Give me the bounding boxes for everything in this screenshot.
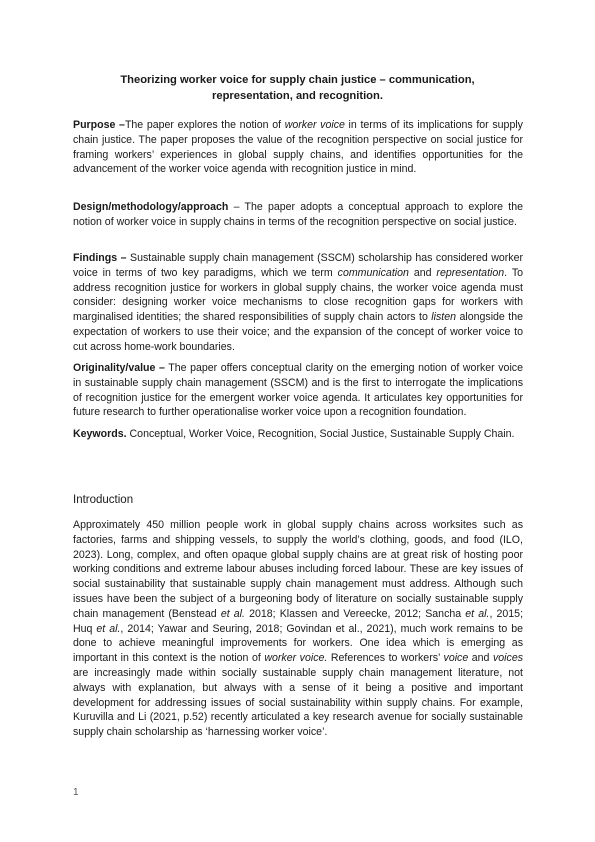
introduction-heading: Introduction: [73, 494, 134, 506]
findings-label: Findings –: [73, 252, 127, 264]
intro-voice: voice: [443, 652, 469, 665]
keywords-label: Keywords.: [73, 428, 127, 440]
intro-text-4: , 2014; Yawar and Seuring, 2018; Govindan et al., 2021), much work remains to be done to achieve meaningful improvements for workers. One idea which is emerging as important in this context is the notion of: [73, 622, 523, 665]
intro-worker-voice: worker voice.: [264, 652, 328, 665]
paper-title: [90, 72, 505, 104]
abstract-originality: [73, 361, 523, 420]
intro-et-al-1: et al.: [220, 607, 245, 620]
findings-emphasis-communication: communication: [337, 266, 409, 279]
intro-voices: voices: [492, 652, 524, 665]
findings-text-end: alongside the expectation of workers to use their voice; and the expansion of the concept of worker voice to cut across home-work boundaries.: [73, 311, 523, 353]
purpose-text-cont: in terms of its implications for supply chain justice. The paper proposes the value of the recognition perspective on social justice for framing workers’ experiences in global supply chains, and identifies opportunities for the advancement of the worker voice agenda with recognition justice in mind.: [73, 119, 523, 176]
page-number: 1: [73, 787, 79, 798]
intro-text-6: and: [468, 652, 493, 665]
findings-text-cont: . To address recognition justice for workers in global supply chains, the worker voice agenda must consider: designing worker voice mechanisms to close recognition gaps for workers with marginalised identities; the shared responsibilities of supply chain actors to: [73, 266, 524, 324]
keywords-text: Conceptual, Worker Voice, Recognition, Social Justice, Sustainable Supply Chain.: [126, 428, 515, 440]
abstract-findings: [73, 251, 523, 355]
abstract-purpose: [73, 118, 523, 177]
intro-text-5: References to workers’: [327, 652, 444, 665]
findings-text-and: and: [408, 266, 437, 279]
purpose-emphasis: worker voice: [284, 119, 345, 131]
findings-text: Sustainable supply chain management (SSCM) scholarship has considered worker voice in terms of two key paradigms, which we term: [73, 252, 523, 279]
purpose-label: Purpose –: [73, 119, 125, 131]
intro-text-2: 2018; Klassen and Vereecke, 2012; Sancha: [244, 607, 466, 620]
paper-title-line-1: Theorizing worker voice for supply chain justice – communication,: [120, 74, 475, 86]
intro-text-1: Approximately 450 million people work in global supply chains across worksites such as factories, farms and shipping vessels, to supply the world’s clothing, goods, and food (ILO, 2023). Long, complex, and often opaque global supply chains are at great risk of hosting poor working conditions and extreme labour abuses including forced labour. These are key issues of social sustainability that sustainable supply chain management must address. Although such issues have been the subject of a burgeoning body of literature on socially sustainable supply chain management (Benstead: [73, 519, 523, 620]
findings-emphasis-representation: representation: [436, 266, 505, 279]
intro-text-7: are increasingly made within socially sustainable supply chain management literature, not always with explanation, but always with a sense of it being a positive and important development for addressing issues of social sustainability within supply chains. For example, Kuruvilla and Li (2021, p.52) recently articulated a key research avenue for socially sustainable supply chain scholarship as ‘harnessing worker voice’.: [73, 666, 523, 739]
design-text: – The paper adopts a conceptual approach to explore the notion of worker voice in supply chains in terms of the recognition perspective on social justice.: [73, 201, 523, 228]
abstract-design: [73, 200, 523, 230]
purpose-text: The paper explores the notion of: [124, 119, 285, 131]
intro-et-al-3: et al.: [96, 622, 121, 635]
design-label: Design/methodology/approach: [73, 201, 229, 213]
findings-emphasis-listen: listen: [431, 311, 457, 324]
intro-et-al-2: et al.: [465, 607, 490, 620]
originality-text: The paper offers conceptual clarity on the emerging notion of worker voice in sustainable supply chain management (SSCM) and is the first to interrogate the implications of recognition justice for the emergent worker voice agenda. It articulates key opportunities for future research to further operationalise worker voice upon a recognition foundation.: [73, 362, 523, 419]
paper-title-line-2: representation, and recognition.: [212, 90, 383, 102]
intro-text-3: , 2015; Huq: [73, 607, 524, 635]
abstract-keywords: [73, 427, 523, 442]
introduction-paragraph: [73, 518, 523, 740]
originality-label: Originality/value –: [73, 362, 165, 374]
